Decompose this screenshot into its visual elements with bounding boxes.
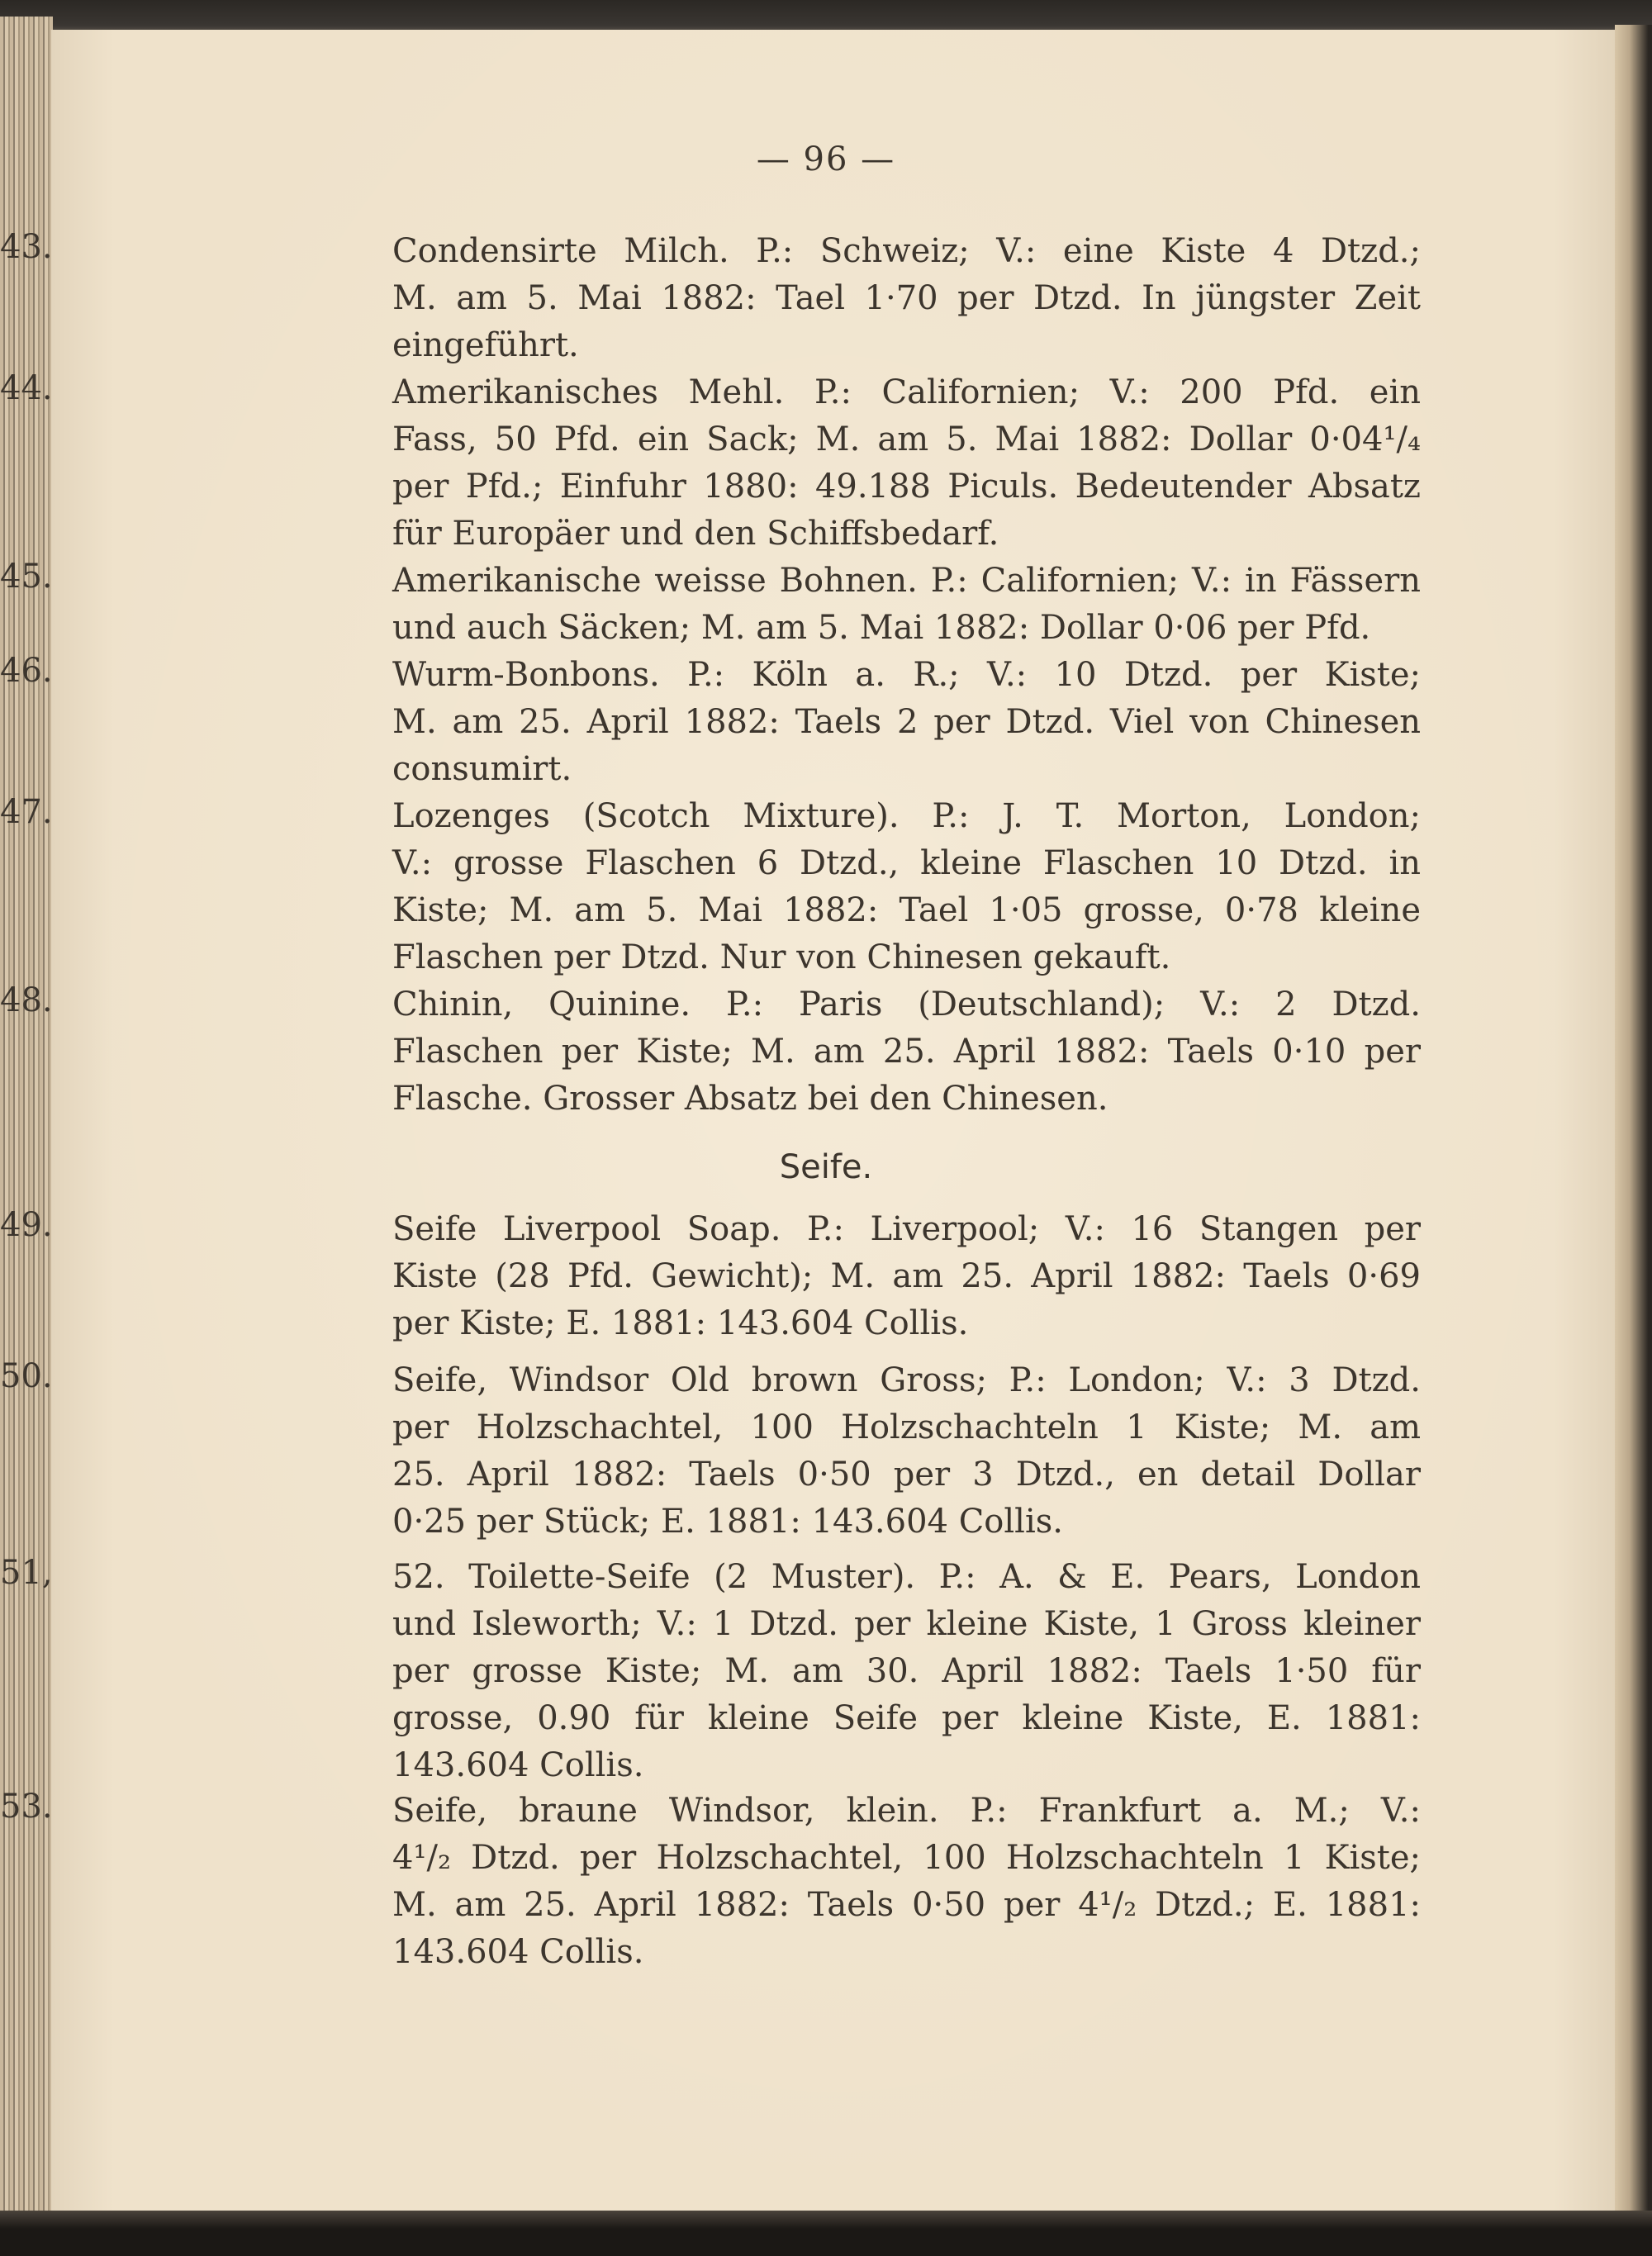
entry-number: 44.	[0, 369, 53, 407]
entry-number: 49.	[0, 1206, 53, 1244]
entry-line: per Kiste; E. 1881: 143.604 Collis.	[392, 1304, 969, 1342]
entry-line: eingeführt.	[392, 326, 579, 364]
entry-line: Wurm-Bonbons. P.: Köln a. R.; V.: 10 Dtzd. per Kiste;	[392, 656, 1421, 694]
entry-number: 53.	[0, 1788, 53, 1826]
entry-line: Flaschen per Kiste; M. am 25. April 1882: Taels 0·10 per	[392, 1033, 1421, 1071]
entry-line: M. am 5. Mai 1882: Tael 1·70 per Dtzd. In jüngster Zeit	[392, 279, 1421, 317]
entry-line: Amerikanische weisse Bohnen. P.: Californien; V.: in Fässern	[392, 562, 1421, 600]
entry-number: 45.	[0, 558, 53, 596]
book-edge-right	[1615, 25, 1652, 2214]
entry-line: M. am 25. April 1882: Taels 0·50 per 4¹/₂ Dtzd.; E. 1881:	[392, 1886, 1421, 1924]
entry-line: 0·25 per Stück; E. 1881: 143.604 Collis.	[392, 1503, 1064, 1541]
entry-line: Kiste; M. am 5. Mai 1882: Tael 1·05 grosse, 0·78 kleine	[392, 891, 1421, 929]
entry-line: 143.604 Collis.	[392, 1933, 644, 1971]
entry-line: Flasche. Grosser Absatz bei den Chinesen.	[392, 1080, 1108, 1118]
entry-line: grosse, 0.90 für kleine Seife per kleine Kiste, E. 1881:	[392, 1699, 1421, 1737]
page-number: — 96 —	[756, 140, 896, 178]
entry-line: 4¹/₂ Dtzd. per Holzschachtel, 100 Holzschachteln 1 Kiste;	[392, 1839, 1421, 1877]
entry-line: per Pfd.; Einfuhr 1880: 49.188 Piculs. Bedeutender Absatz	[392, 468, 1421, 506]
entry-line: Condensirte Milch. P.: Schweiz; V.: eine Kiste 4 Dtzd.;	[392, 232, 1421, 270]
entry-line: Amerikanisches Mehl. P.: Californien; V.: 200 Pfd. ein	[392, 373, 1421, 411]
entry-line: Seife Liverpool Soap. P.: Liverpool; V.: 16 Stangen per	[392, 1210, 1421, 1248]
entry-line: Flaschen per Dtzd. Nur von Chinesen gekauft.	[392, 938, 1171, 976]
book-binding-bottom	[0, 2211, 1652, 2256]
entry-line: M. am 25. April 1882: Taels 2 per Dtzd. Viel von Chinesen	[392, 703, 1421, 741]
entry-line: per grosse Kiste; M. am 30. April 1882: Taels 1·50 für	[392, 1652, 1421, 1690]
entry-number: 43.	[0, 228, 53, 266]
entry-line: und Isleworth; V.: 1 Dtzd. per kleine Kiste, 1 Gross kleiner	[392, 1605, 1421, 1643]
entry-line: 25. April 1882: Taels 0·50 per 3 Dtzd., en detail Dollar	[392, 1456, 1421, 1494]
entry-line: Seife, Windsor Old brown Gross; P.: London; V.: 3 Dtzd.	[392, 1361, 1421, 1399]
entry-line: Lozenges (Scotch Mixture). P.: J. T. Morton, London;	[392, 797, 1421, 835]
entry-line: für Europäer und den Schiffsbedarf.	[392, 515, 999, 553]
entry-number: 51,	[0, 1554, 53, 1592]
entry-number: 48.	[0, 981, 53, 1019]
page-stack-edges	[0, 17, 53, 2230]
entry-line: Kiste (28 Pfd. Gewicht); M. am 25. April 1882: Taels 0·69	[392, 1257, 1421, 1295]
entry-number: 47.	[0, 793, 53, 831]
entry-line: Chinin, Quinine. P.: Paris (Deutschland); V.: 2 Dtzd.	[392, 986, 1421, 1024]
entry-line: und auch Säcken; M. am 5. Mai 1882: Dollar 0·06 per Pfd.	[392, 609, 1371, 647]
entry-line: Seife, braune Windsor, klein. P.: Frankfurt a. M.; V.:	[392, 1792, 1421, 1830]
entry-line: 143.604 Collis.	[392, 1746, 644, 1784]
entry-line: consumirt.	[392, 750, 572, 788]
section-heading: Seife.	[779, 1148, 873, 1186]
entry-line: per Holzschachtel, 100 Holzschachteln 1 Kiste; M. am	[392, 1408, 1421, 1446]
entry-line: Fass, 50 Pfd. ein Sack; M. am 5. Mai 1882: Dollar 0·04¹/₄	[392, 420, 1421, 458]
entry-number: 50.	[0, 1357, 53, 1395]
entry-number: 46.	[0, 652, 53, 690]
entry-line: 52. Toilette-Seife (2 Muster). P.: A. & E. Pears, London	[392, 1558, 1421, 1596]
entry-line: V.: grosse Flaschen 6 Dtzd., kleine Flaschen 10 Dtzd. in	[392, 844, 1421, 882]
